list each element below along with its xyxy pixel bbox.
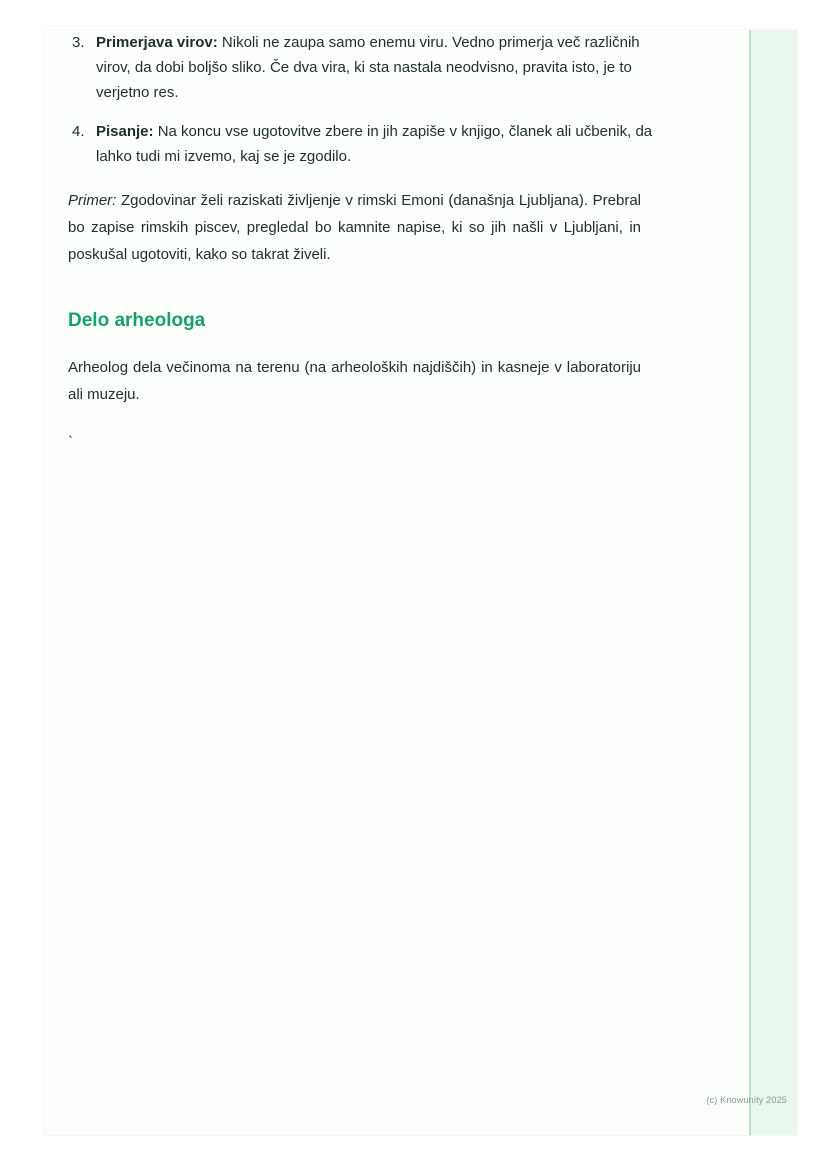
example-paragraph [68,187,641,268]
document-page [45,30,797,1135]
list-item-text: Na koncu vse ugotovitve zbere in jih zapiše v knjigo, članek ali učbenik, da lahko tudi mi izvemo, kaj se je zgodilo. [96,123,653,165]
page-side-band [751,30,797,1135]
section-heading: Delo arheologa [68,310,206,331]
example-label: Primer: [68,192,117,209]
list-item-number: 3. [72,34,85,51]
list-item [68,30,663,105]
footer-credit: (c) Knowunity 2025 [706,1095,787,1105]
list-item-label: Primerjava virov: [96,34,218,51]
list-item-label: Pisanje: [96,123,154,140]
stray-character: ` [68,434,73,450]
example-text: Zgodovinar želi raziskati življenje v rimski Emoni (današnja Ljubljana). Prebral bo zapise rimskih piscev, pregledal bo kamnite napise, ki so jih našli v Ljubljani, in poskušal ugotoviti, kako so takrat živeli. [68,192,641,263]
section-paragraph: Arheolog dela večinoma na terenu (na arheoloških najdiščih) in kasneje v laboratoriju ali muzeju. [68,359,641,403]
list-item-text: Nikoli ne zaupa samo enemu viru. Vedno primerja več različnih virov, da dobi boljšo sliko. Če dva vira, ki sta nastala neodvisno, pravita isto, je to verjetno res. [96,34,640,101]
list-item-number: 4. [72,123,85,140]
page-side-band-divider [749,30,751,1135]
document-content [68,30,663,455]
steps-list [68,30,663,169]
list-item [68,119,663,169]
